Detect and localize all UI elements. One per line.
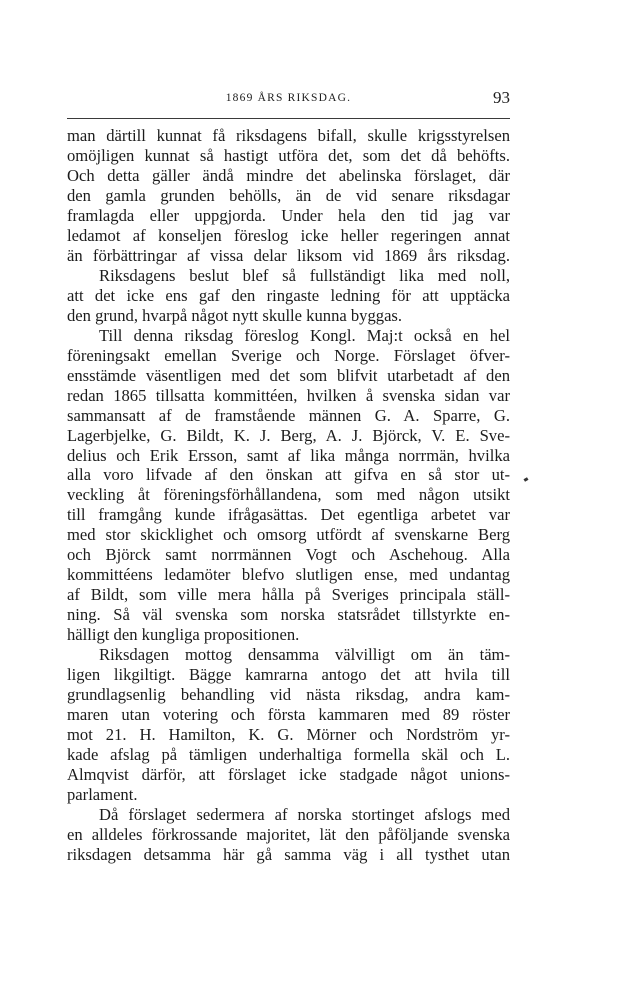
text-line: den gamla grunden behölls, än de vid senare riksdagar xyxy=(67,185,510,205)
text-line: Lagerbjelke, G. Bildt, K. J. Berg, A. J. Björck, V. E. Sve- xyxy=(67,425,510,445)
text-line: sammansatt af de framstående männen G. A. Sparre, G. xyxy=(67,405,510,425)
page-header xyxy=(67,88,510,110)
header-rule xyxy=(67,118,510,119)
text-line: man därtill kunnat få riksdagens bifall, skulle krigsstyrelsen xyxy=(67,126,510,145)
text-line: alla voro lifvade af den önskan att gifva en så stor ut- xyxy=(67,465,510,485)
text-line: hälligt den kungliga propositionen. xyxy=(67,625,300,645)
ink-speck xyxy=(524,477,529,482)
text-line: och Björck samt norrmännen Vogt och Aschehoug. Alla xyxy=(67,545,510,565)
text-line: en alldeles förkrossande majoritet, lät den påföljande svenska xyxy=(67,824,510,844)
text-line: Riksdagen mottog densamma välvilligt om än täm- xyxy=(99,645,510,665)
text-line: ligen likgiltigt. Bägge kamrarna antogo det att hvila till xyxy=(67,665,510,685)
text-line: maren utan votering och första kammaren med 89 röster xyxy=(67,705,510,725)
text-line: Almqvist därför, att förslaget icke stadgade något unions- xyxy=(67,765,510,784)
text-line: veckling åt föreningsförhållandena, som med någon utsikt xyxy=(67,485,510,505)
text-line: redan 1865 tillsatta kommittéen, hvilken å svenska sidan var xyxy=(67,385,510,405)
text-line: ledamot af konseljen föreslog icke heller regeringen annat xyxy=(67,225,510,245)
text-line: att det icke ens gaf den ringaste ledning för att upptäcka xyxy=(67,285,510,305)
text-line: föreningsakt emellan Sverige och Norge. Förslaget öfver- xyxy=(67,345,510,365)
text-line: riksdagen detsamma här gå samma väg i all tysthet utan xyxy=(67,844,510,864)
running-title: 1869 ÅRS RIKSDAG. xyxy=(225,92,352,104)
text-line: kade afslag på tämligen underhaltiga formella skäl och L. xyxy=(67,745,510,765)
text-line: den grund, hvarpå något nytt skulle kunna byggas. xyxy=(67,305,403,325)
page-number: 93 xyxy=(493,88,510,107)
text-line: kommittéens ledamöter blefvo slutligen ense, med undantag xyxy=(67,565,510,585)
text-line: af Bildt, som ville mera hålla på Sveriges principala ställ- xyxy=(67,585,510,605)
text-line: Till denna riksdag föreslog Kongl. Maj:t också en hel xyxy=(99,325,510,345)
text-line: Och detta gäller ändå mindre det abelinska förslaget, där xyxy=(67,165,510,185)
text-line: ensstämde väsentligen med det som blifvit utarbetadt af den xyxy=(67,365,510,385)
text-line: med stor skicklighet och omsorg utfördt af svenskarne Berg xyxy=(67,525,510,545)
text-line: grundlagsenlig behandling vid nästa riksdag, andra kam- xyxy=(67,685,510,705)
text-line: Riksdagens beslut blef så fullständigt lika med noll, xyxy=(99,265,510,285)
text-line: mot 21. H. Hamilton, K. G. Mörner och Nordström yr- xyxy=(67,725,510,745)
text-line: delius och Erik Ersson, samt af lika många norrmän, hvilka xyxy=(67,445,510,465)
text-line: än förbättringar af vissa delar liksom vid 1869 års riksdag. xyxy=(67,245,510,265)
text-line: parlament. xyxy=(67,784,138,804)
text-line: ning. Så väl svenska som norska statsrådet tillstyrkte en- xyxy=(67,605,510,625)
text-line: framlagda eller uppgjorda. Under hela den tid jag var xyxy=(67,205,510,225)
body-text xyxy=(67,126,510,865)
text-line: till framgång kunde ifrågasättas. Det egentliga arbetet var xyxy=(67,505,510,525)
text-line: omöjligen kunnat så hastigt utföra det, som det då behöfts. xyxy=(67,145,510,165)
text-line: Då förslaget sedermera af norska stortinget afslogs med xyxy=(99,804,510,824)
